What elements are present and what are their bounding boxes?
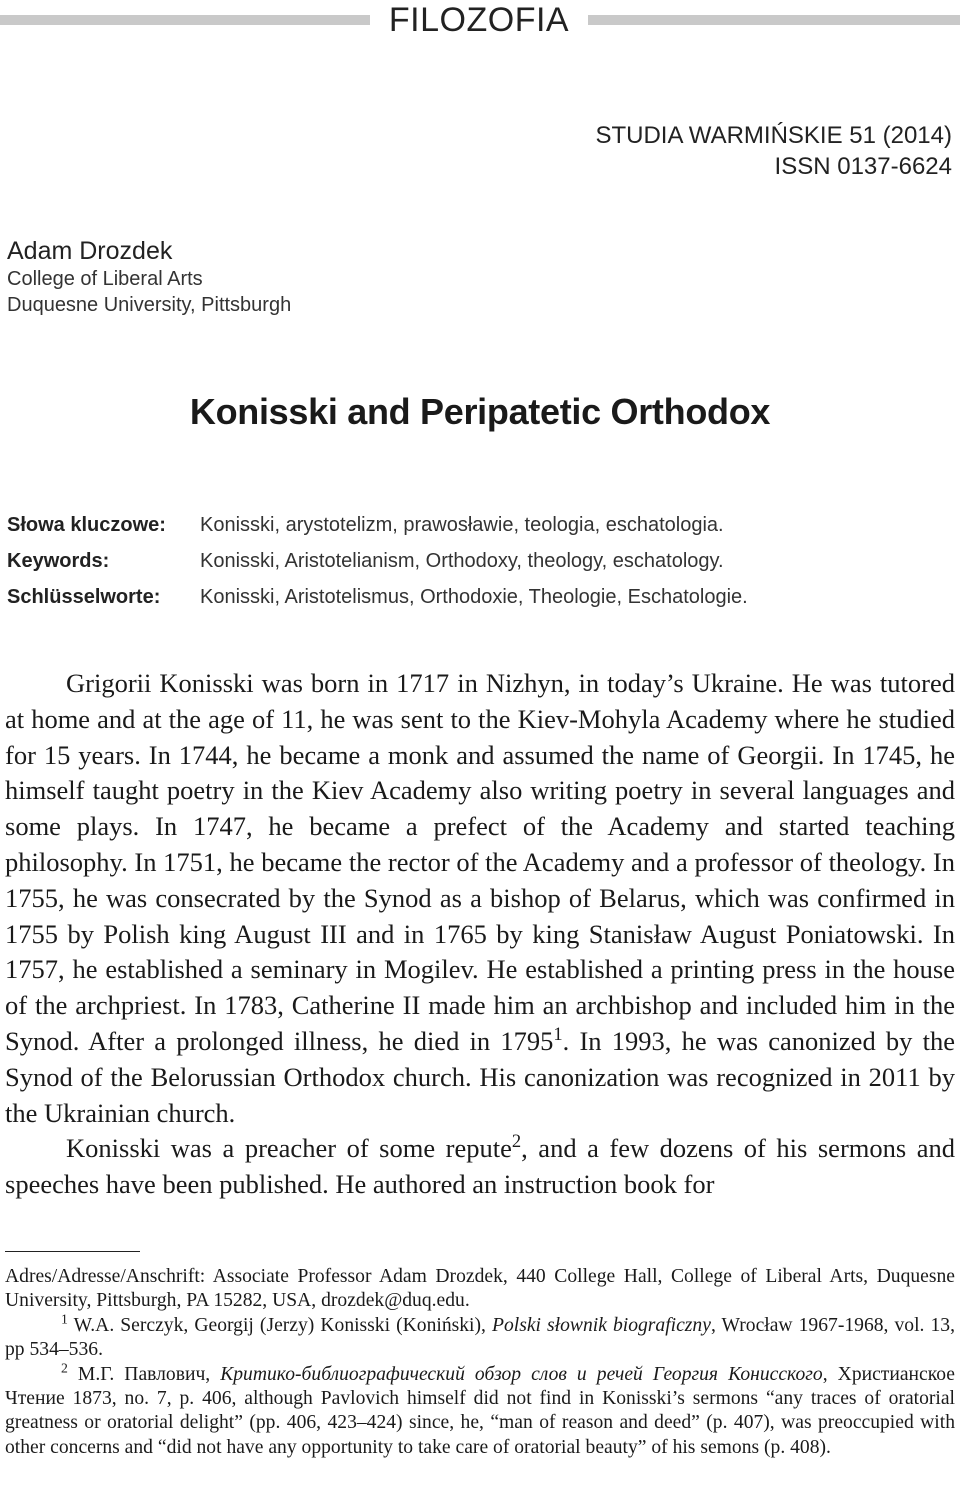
keywords-label: Keywords: [7,550,110,572]
keywords-row-english [7,548,957,584]
footnote-text: , Христианское Чтение 1873, no. 7, p. 406, although Pavlovich himself did not find in Konisski’s sermons “any traces of oratorial greatness or oratorial delight” (pp. 406, 423–424) since, he, “man of reason and deed” (p. 407), was preoccupied with other concerns and “did not have any opportunity to take care of oratorial beauty” of his semons (p. 408). [5,1363,955,1458]
footnote-1 [5,1311,955,1363]
journal-info [595,120,952,182]
footnotes [5,1265,955,1460]
section-title: FILOZOFIA [388,1,570,39]
footnote-number: 2 [61,1360,68,1376]
footnote-title: Polski słownik biograficzny [491,1314,711,1336]
body-paragraph [5,1131,955,1203]
keywords-text: Konisski, Aristotelismus, Orthodoxie, Theologie, Eschatologie. [200,586,748,608]
article-title: Konisski and Peripatetic Orthodox [189,391,771,432]
keywords-row-polish [7,512,957,548]
keywords-label: Schlüsselworte: [7,586,161,608]
body-text-segment: , and a few dozens of his sermons and speeches have been published. He authored an instruction book for [5,1133,955,1200]
body-text-segment: . In 1993, he was canonized by the Synod of the Belorussian Orthodox church. His canonization was recognized in 2011 by the Ukrainian church. [5,1025,955,1128]
footnote-text: , Wrocław 1967-1968, vol. 13, pp 534–536. [5,1314,955,1361]
footnote-text: W.A. Serczyk, Georgij (Jerzy) Konisski (Koniński), [67,1314,492,1336]
article-body [5,666,955,1203]
body-paragraph [5,666,955,1131]
keywords-label: Słowa kluczowe: [7,514,166,536]
header-bar-right [588,15,960,25]
footnote-2 [5,1360,955,1461]
keywords-text: Konisski, Aristotelianism, Orthodoxy, theology, eschatology. [200,550,724,572]
footnote-divider [5,1251,140,1252]
footnote-number: 1 [61,1311,68,1327]
author-affiliation-university: Duquesne University, Pittsburgh [7,294,292,316]
body-text-segment: Grigorii Konisski was born in 1717 in Nizhyn, in today’s Ukraine. He was tutored at home and at the age of 11, he was sent to the Kiev-Mohyla Academy where he studied for 15 years. In 1744, he became a monk and assumed the name of Georgii. In 1745, he himself taught poetry in the Kiev Academy also writing poetry in several languages and some plays. In 1747, he became a prefect of the Academy and started teaching philosophy. In 1751, he became the rector of the Academy and a professor of theology. In 1755, he was consecrated by the Synod as a bishop of Belarus, which was confirmed in 1755 by Polish king August III and in 1765 by king Stanisław August Poniatowski. In 1757, he established a seminary in Mogilev. He established a printing press in the house of the archpriest. In 1783, Catherine II made him an archbishop and included him in the Synod. After a prolonged illness, he died in 1795 [5,668,955,1056]
section-header [0,0,960,42]
author-block [7,236,291,318]
journal-issn: ISSN 0137-6624 [774,153,952,180]
keywords-row-german [7,584,957,620]
body-text-segment: Konisski was a preacher of some repute [66,1133,512,1164]
author-name: Adam Drozdek [7,237,173,265]
address-note: Adres/Adresse/Anschrift: Associate Professor Adam Drozdek, 440 College Hall, College of Liberal Arts, Duquesne University, Pittsburgh, PA 15282, USA, drozdek@duq.edu. [5,1266,955,1312]
keywords-text: Konisski, arystotelizm, prawosławie, teologia, eschatologia. [200,514,724,536]
footnote-ref[interactable]: 1 [553,1024,563,1046]
keywords-block [7,512,957,620]
header-bar-left [0,15,370,25]
author-affiliation-college: College of Liberal Arts [7,268,203,290]
footnote-title: Критико-библиографический обзор слов и речей Георгия Конисского [220,1363,823,1385]
footnote-text: М.Г. Павлович, [67,1363,221,1385]
footnote-ref[interactable]: 2 [511,1131,522,1153]
journal-name: STUDIA WARMIŃSKIE 51 (2014) [595,122,952,149]
